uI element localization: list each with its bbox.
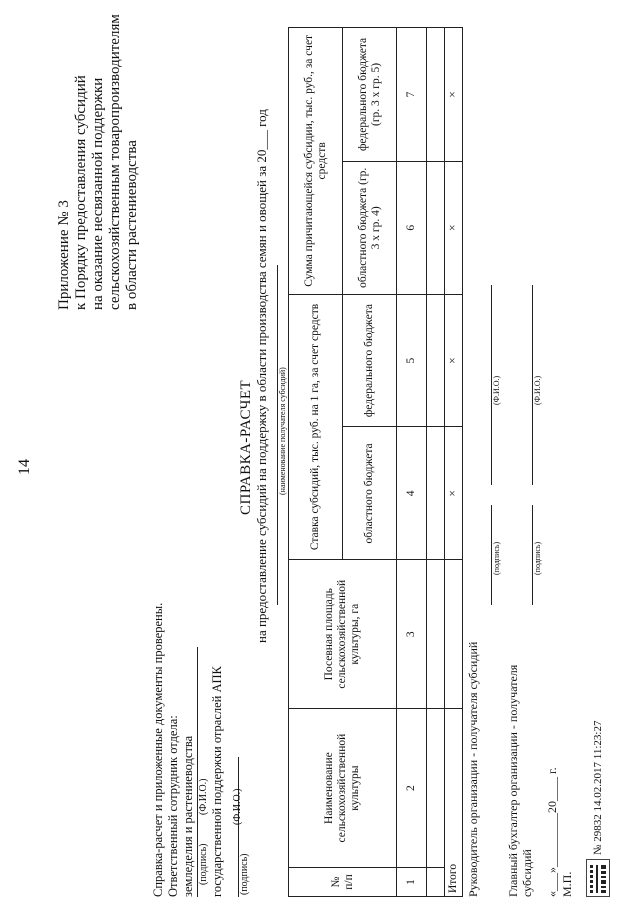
fio-caption: (Ф.И.О.) [232, 788, 243, 825]
total-area [445, 560, 463, 709]
header-rate-federal: федерального бюджета [343, 294, 397, 427]
table-cell [427, 28, 445, 162]
appendix-line: на оказание несвязанной поддержки [90, 77, 106, 310]
table-empty-row [427, 28, 445, 897]
registration-stamp: № 29832 14.02.2017 11:23:27 [592, 720, 604, 855]
appendix-line: сельскохозяйственным товаропроизводителям [107, 14, 123, 310]
signature-caption: (подпись) [239, 853, 250, 895]
total-mark: × [445, 294, 463, 427]
col-number: 4 [397, 427, 427, 560]
header-rate-regional: областного бюджета [343, 427, 397, 560]
header-num: № п/п [289, 868, 397, 897]
table-cell [427, 294, 445, 427]
form-subtitle: на предоставление субсидий на поддержку в области производства семян и овощей за 20___ год [254, 109, 269, 643]
appendix-line: в области растениеводства [124, 140, 140, 310]
table-cell [427, 709, 445, 868]
total-label: Итого [445, 709, 463, 897]
verification-line: земледелия и растениеводства [181, 735, 195, 897]
col-number: 6 [397, 161, 427, 294]
table-cell [427, 427, 445, 560]
header-crop-name: Наименование сельскохозяйственной культуры [289, 709, 397, 868]
col-number: 7 [397, 28, 427, 162]
table-column-numbers-row [397, 28, 427, 897]
col-number: 3 [397, 560, 427, 709]
table-cell [427, 868, 445, 897]
recipient-caption: (наименование получателя субсидий) [278, 367, 287, 495]
registration-logo [586, 859, 610, 897]
header-area: Посевная площадь сельскохозяйственной культуры, га [289, 560, 397, 709]
head-fio-caption: (Ф.И.О.) [492, 375, 501, 405]
col-number: 5 [397, 294, 427, 427]
total-mark: × [445, 161, 463, 294]
fio-caption: (Ф.И.О.) [198, 778, 209, 815]
header-sum-federal: федерального бюджета (гр. 3 х гр. 5) [343, 28, 397, 162]
head-signature-caption: (подпись) [492, 541, 501, 575]
table-cell [427, 161, 445, 294]
verification-line: Ответственный сотрудник отдела: [166, 715, 180, 897]
total-mark: × [445, 427, 463, 560]
accountant-label: Главный бухгалтер организации - получателя субсидий [506, 664, 534, 897]
barcode-icon [587, 860, 609, 896]
accountant-fio-caption: (Ф.И.О.) [533, 375, 542, 405]
col-number: 2 [397, 709, 427, 868]
form-title: СПРАВКА-РАСЧЕТ [238, 379, 254, 515]
head-label: Руководитель организации - получателя субсидий [466, 641, 480, 897]
signature-caption: (подпись) [198, 843, 209, 885]
appendix-line: к Порядку предоставления субсидий [73, 75, 89, 310]
subsidy-table [288, 27, 463, 897]
table-header-row [289, 28, 343, 897]
appendix-line: Приложение № 3 [56, 200, 72, 310]
total-mark: × [445, 28, 463, 162]
table-cell [427, 560, 445, 709]
appendix-header [56, 10, 141, 310]
header-rate: Ставка субсидий, тыс. руб. на 1 га, за счет средств [289, 294, 343, 560]
header-sum-regional: областного бюджета (гр. 3 х гр. 4) [343, 161, 397, 294]
verification-line: Справка-расчет и приложенные документы проверены. [151, 602, 165, 897]
table-total-row [445, 28, 463, 897]
col-number: 1 [397, 868, 427, 897]
verification-block [151, 497, 196, 897]
header-sum: Сумма причитающейся субсидии, тыс. руб., за счет средств [289, 28, 343, 295]
accountant-signature-caption: (подпись) [533, 541, 542, 575]
stamp-place: М.П. [560, 871, 574, 897]
date-line: «___»_________20____ г. [545, 767, 559, 897]
page-number: 14 [16, 459, 33, 475]
department-name: государственной поддержки отраслей АПК [210, 666, 224, 897]
